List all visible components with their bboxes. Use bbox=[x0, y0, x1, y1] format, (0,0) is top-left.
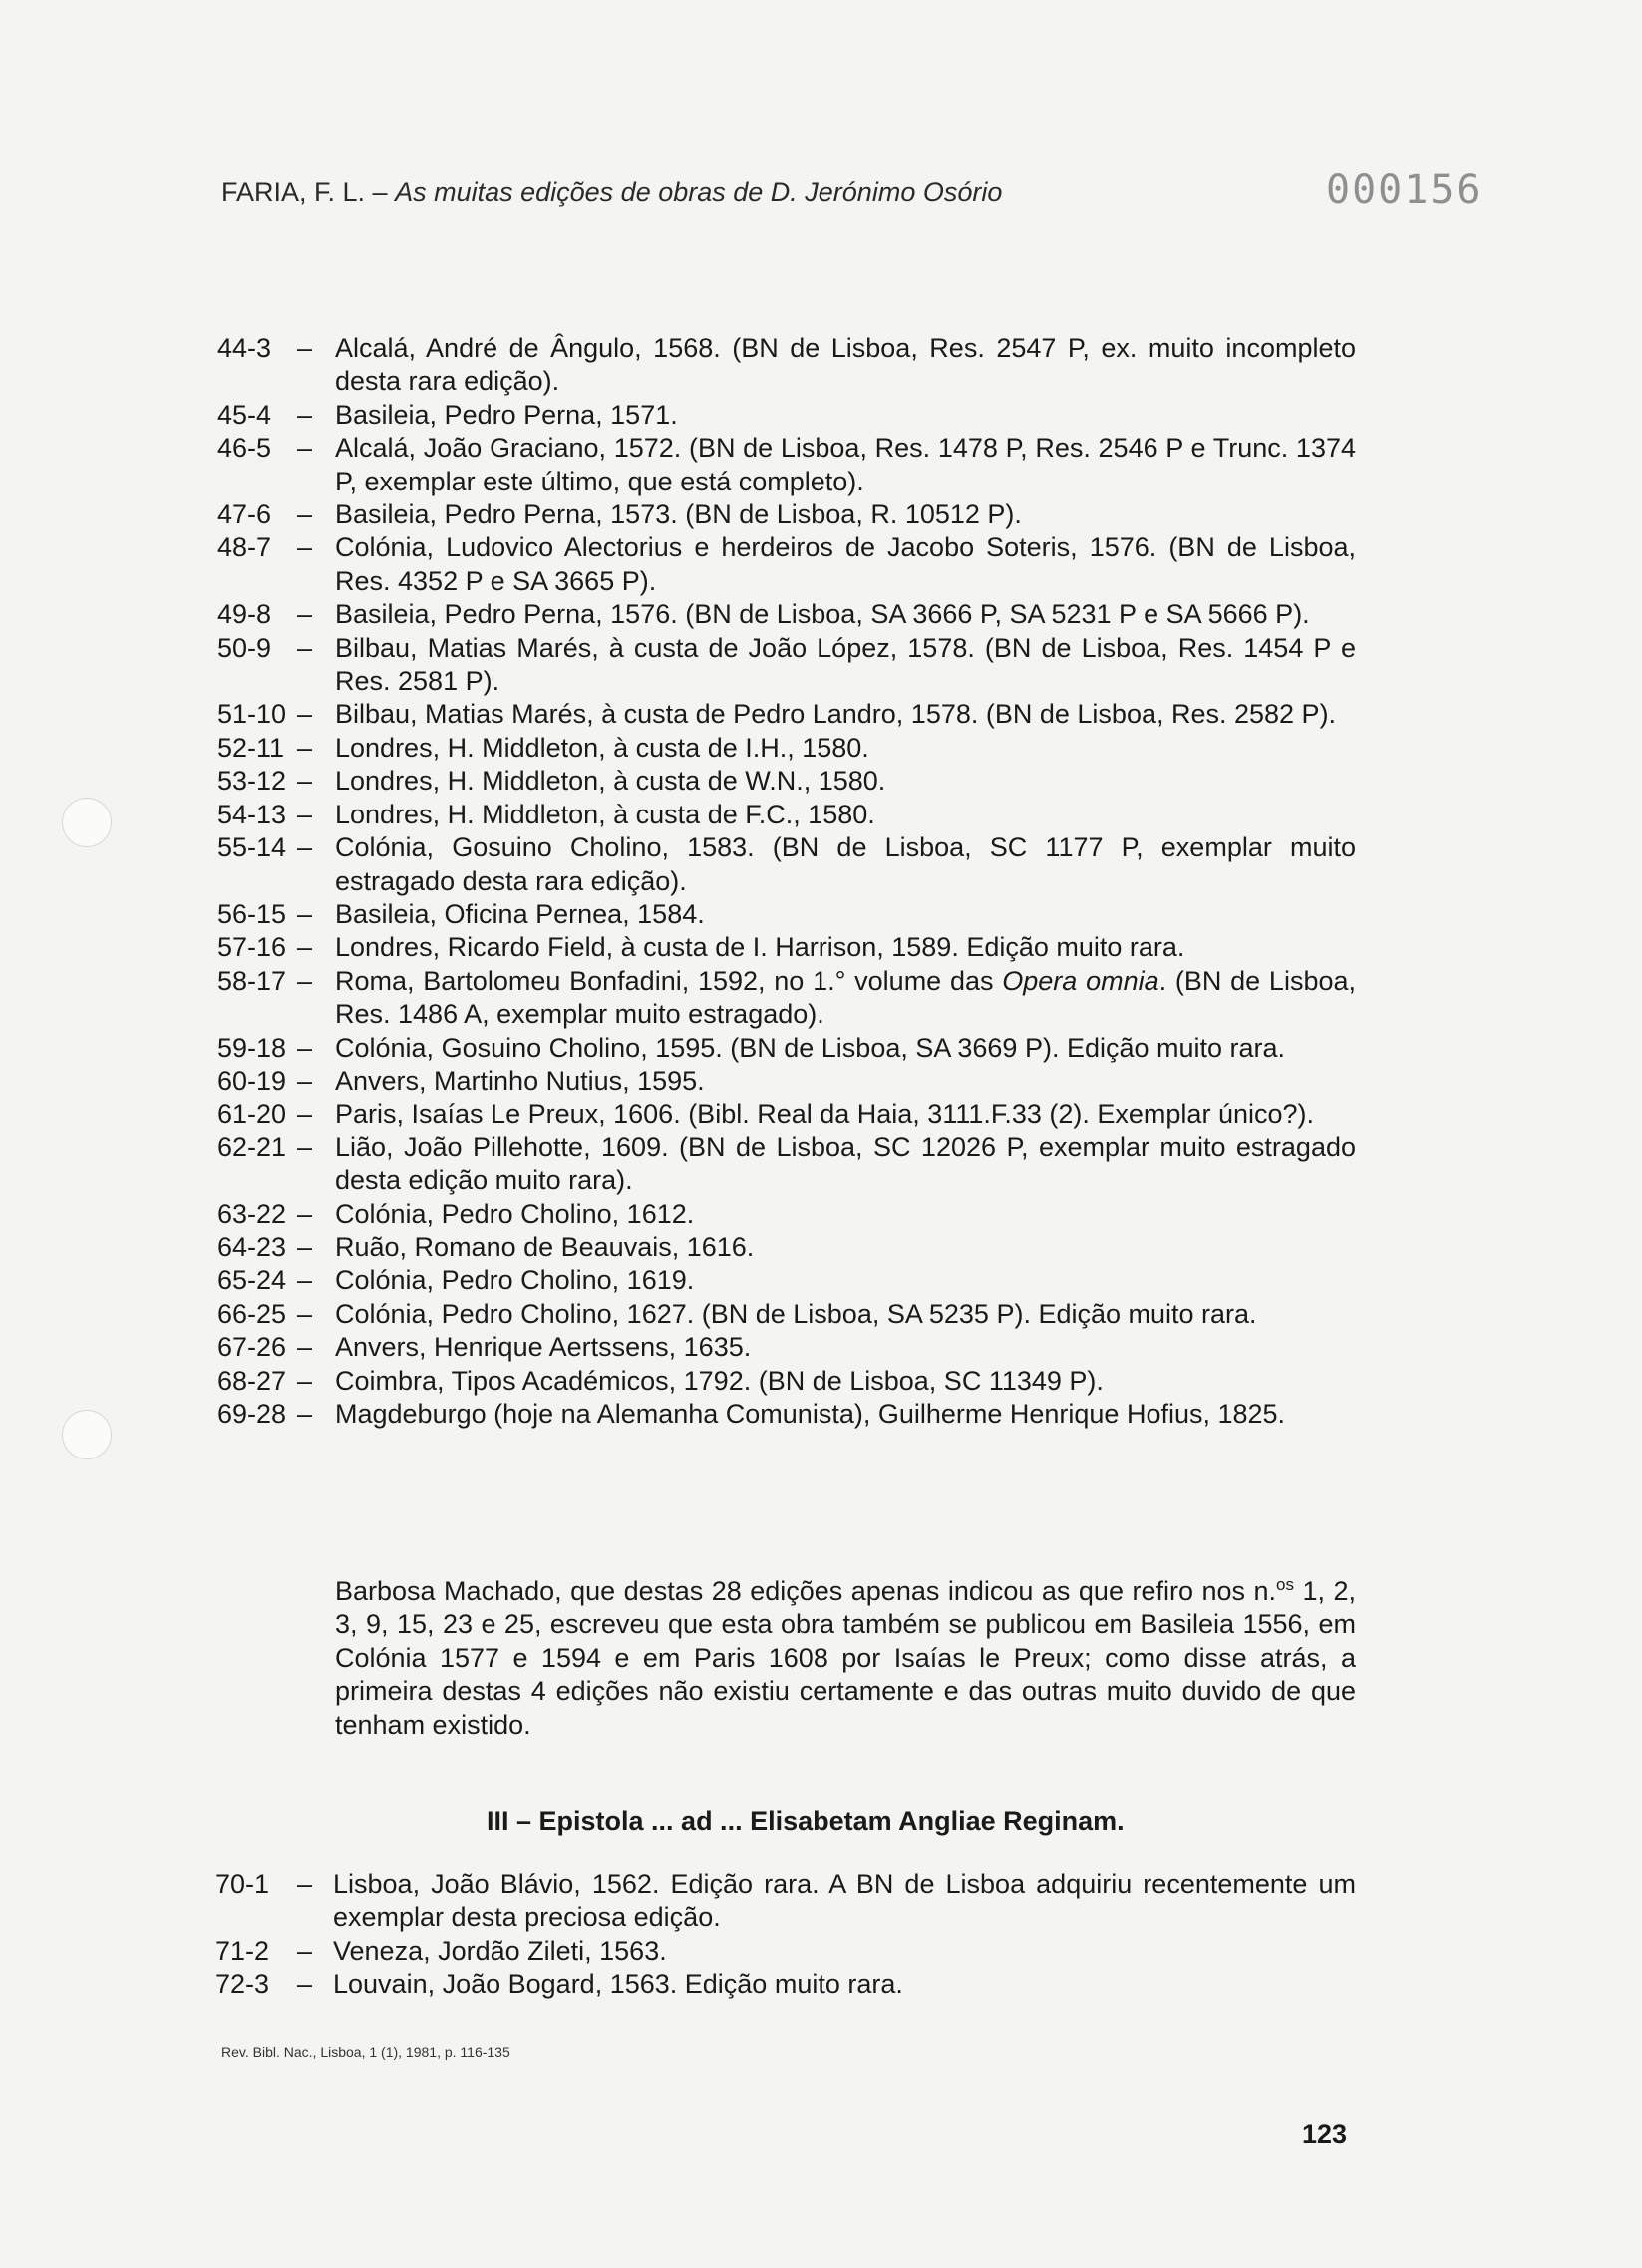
list-item bbox=[217, 1132, 1356, 1198]
entry-dash: – bbox=[297, 1198, 313, 1229]
list-item bbox=[217, 1065, 1356, 1098]
entry-number: 57-16 bbox=[217, 932, 287, 963]
entry-number: 49-8 bbox=[217, 599, 272, 630]
entry-number: 53-12 bbox=[217, 766, 287, 797]
list-item bbox=[217, 531, 1356, 598]
entry-dash: – bbox=[297, 766, 313, 797]
header-author: FARIA, F. L. – bbox=[221, 177, 388, 207]
entry-text: Lisboa, João Blávio, 1562. Edição rara. A BN de Lisboa adquiriu recentemente um exemplar desta preciosa edição. bbox=[333, 1869, 1356, 1933]
list-item bbox=[217, 799, 1356, 831]
entry-number: 47-6 bbox=[217, 499, 272, 530]
entry-text bbox=[335, 965, 1356, 1032]
list-item bbox=[215, 1935, 1356, 1968]
paragraph-text: 1, 2, 3, 9, 15, 23 e 25, escreveu que esta obra também se publicou em Basileia 1556, em Colónia 1577 e 1594 e em Paris 1608 por Isaías le Preux; como disse atrás, a primeira destas 4 edições não existiu certamente e das outras muito duvido de que tenham existido. bbox=[335, 1576, 1356, 1740]
entry-text: Anvers, Martinho Nutius, 1595. bbox=[335, 1065, 705, 1096]
entry-number: 55-14 bbox=[217, 832, 287, 863]
paragraph-text: Barbosa Machado, que destas 28 edições apenas indicou as que refiro nos n. bbox=[335, 1576, 1276, 1606]
entry-dash: – bbox=[297, 1869, 313, 1899]
entry-number: 50-9 bbox=[217, 632, 272, 663]
entry-dash: – bbox=[297, 1132, 313, 1162]
list-item bbox=[217, 1365, 1356, 1398]
entry-text: Lião, João Pillehotte, 1609. (BN de Lisboa, SC 12026 P, exemplar muito estragado desta edição muito rara). bbox=[335, 1132, 1356, 1196]
entry-dash: – bbox=[297, 1365, 313, 1396]
binding-hole-bottom bbox=[62, 1410, 112, 1459]
entry-text: Colónia, Pedro Cholino, 1612. bbox=[335, 1198, 695, 1229]
list-item bbox=[217, 931, 1356, 964]
list-item bbox=[217, 1231, 1356, 1264]
entry-text: Basileia, Oficina Pernea, 1584. bbox=[335, 898, 705, 929]
entry-dash: – bbox=[297, 1231, 313, 1262]
entry-dash: – bbox=[297, 399, 313, 430]
list-item bbox=[217, 399, 1356, 432]
entry-number: 67-26 bbox=[217, 1332, 287, 1363]
entry-number: 72-3 bbox=[215, 1969, 270, 2000]
entry-number: 61-20 bbox=[217, 1099, 287, 1130]
entry-text: Basileia, Pedro Perna, 1571. bbox=[335, 399, 678, 430]
entry-number: 52-11 bbox=[217, 732, 285, 763]
section-heading: III – Epistola ... ad ... Elisabetam Angliae Reginam. bbox=[487, 1806, 1125, 1836]
list-item bbox=[217, 332, 1356, 399]
entry-text: Coimbra, Tipos Académicos, 1792. (BN de Lisboa, SC 11349 P). bbox=[335, 1365, 1104, 1396]
entry-dash: – bbox=[297, 532, 313, 563]
entry-text: Londres, H. Middleton, à custa de I.H., 1580. bbox=[335, 732, 869, 763]
entry-text: Magdeburgo (hoje na Alemanha Comunista), Guilherme Henrique Hofius, 1825. bbox=[335, 1399, 1286, 1429]
entry-text: Paris, Isaías Le Preux, 1606. (Bibl. Real da Haia, 3111.F.33 (2). Exemplar único?). bbox=[335, 1099, 1314, 1130]
entry-number: 44-3 bbox=[217, 333, 272, 363]
entry-dash: – bbox=[297, 333, 313, 363]
list-item bbox=[217, 765, 1356, 798]
entry-dash: – bbox=[297, 699, 313, 730]
entry-dash: – bbox=[297, 799, 313, 829]
entry-text: Basileia, Pedro Perna, 1576. (BN de Lisboa, SA 3666 P, SA 5231 P e SA 5666 P). bbox=[335, 599, 1310, 630]
list-item bbox=[217, 1298, 1356, 1331]
entry-dash: – bbox=[297, 1935, 313, 1966]
commentary-paragraph bbox=[335, 1568, 1356, 1742]
entry-text: Colónia, Pedro Cholino, 1627. (BN de Lisboa, SA 5235 P). Edição muito rara. bbox=[335, 1298, 1257, 1329]
entry-number: 60-19 bbox=[217, 1065, 287, 1096]
entry-text: Londres, H. Middleton, à custa de F.C., 1580. bbox=[335, 799, 875, 829]
entry-dash: – bbox=[297, 732, 313, 763]
running-header bbox=[221, 177, 1002, 208]
entry-dash: – bbox=[297, 898, 313, 929]
list-item bbox=[217, 831, 1356, 898]
list-item bbox=[217, 632, 1356, 699]
entry-number: 56-15 bbox=[217, 898, 287, 929]
entry-dash: – bbox=[297, 1969, 313, 2000]
entry-number: 70-1 bbox=[215, 1869, 270, 1899]
list-item bbox=[217, 1198, 1356, 1231]
entry-text: Londres, Ricardo Field, à custa de I. Harrison, 1589. Edição muito rara. bbox=[335, 932, 1185, 963]
entry-text: Anvers, Henrique Aertssens, 1635. bbox=[335, 1332, 752, 1363]
list-item bbox=[215, 1968, 1356, 2001]
entry-number: 71-2 bbox=[215, 1935, 270, 1966]
entry-dash: – bbox=[297, 1298, 313, 1329]
header-title: As muitas edições de obras de D. Jerónimo Osório bbox=[395, 177, 1003, 207]
list-item bbox=[217, 498, 1356, 531]
epistola-edition-list bbox=[215, 1868, 1356, 2002]
list-item bbox=[217, 1032, 1356, 1065]
entry-number: 66-25 bbox=[217, 1298, 287, 1329]
entry-dash: – bbox=[297, 1099, 313, 1130]
entry-dash: – bbox=[297, 499, 313, 530]
entry-number: 54-13 bbox=[217, 799, 287, 829]
list-item bbox=[217, 898, 1356, 931]
list-item bbox=[217, 432, 1356, 498]
entry-text: Ruão, Romano de Beauvais, 1616. bbox=[335, 1231, 755, 1262]
entry-text: Bilbau, Matias Marés, à custa de João López, 1578. (BN de Lisboa, Res. 1454 P e Res. 2581 P). bbox=[335, 632, 1356, 697]
entry-text: Bilbau, Matias Marés, à custa de Pedro Landro, 1578. (BN de Lisboa, Res. 2582 P). bbox=[335, 699, 1337, 730]
entry-dash: – bbox=[297, 599, 313, 630]
entry-text: Veneza, Jordão Zileti, 1563. bbox=[333, 1935, 667, 1966]
entry-number: 51-10 bbox=[217, 699, 287, 730]
list-item bbox=[215, 1868, 1356, 1935]
entry-text: Colónia, Gosuino Cholino, 1583. (BN de Lisboa, SC 1177 P, exemplar muito estragado desta rara edição). bbox=[335, 832, 1356, 896]
entry-text: Basileia, Pedro Perna, 1573. (BN de Lisboa, R. 10512 P). bbox=[335, 499, 1022, 530]
entry-number: 46-5 bbox=[217, 433, 272, 464]
entry-number: 45-4 bbox=[217, 399, 272, 430]
entry-dash: – bbox=[297, 932, 313, 963]
entry-number: 48-7 bbox=[217, 532, 272, 563]
entry-number: 65-24 bbox=[217, 1265, 287, 1296]
entry-dash: – bbox=[297, 433, 313, 464]
binding-hole-top bbox=[62, 798, 112, 847]
archive-stamp: 000156 bbox=[1326, 167, 1482, 213]
entry-dash: – bbox=[297, 1332, 313, 1363]
entry-number: 69-28 bbox=[217, 1399, 287, 1429]
entry-dash: – bbox=[297, 965, 313, 996]
entry-dash: – bbox=[297, 1065, 313, 1096]
entry-text: Alcalá, André de Ângulo, 1568. (BN de Lisboa, Res. 2547 P, ex. muito incompleto desta rara edição). bbox=[335, 333, 1356, 397]
edition-list bbox=[217, 332, 1356, 1431]
entry-number: 64-23 bbox=[217, 1231, 287, 1262]
entry-text: Colónia, Ludovico Alectorius e herdeiros de Jacobo Soteris, 1576. (BN de Lisboa, Res. 4352 P e SA 3665 P). bbox=[335, 532, 1356, 596]
paragraph-superscript: os bbox=[1276, 1575, 1294, 1594]
entry-dash: – bbox=[297, 1032, 313, 1063]
entry-number: 68-27 bbox=[217, 1365, 287, 1396]
entry-text: Colónia, Gosuino Cholino, 1595. (BN de Lisboa, SA 3669 P). Edição muito rara. bbox=[335, 1032, 1286, 1063]
list-item bbox=[217, 1331, 1356, 1364]
list-item bbox=[217, 1098, 1356, 1131]
entry-number: 58-17 bbox=[217, 965, 287, 996]
entry-dash: – bbox=[297, 1265, 313, 1296]
footer-reference: Rev. Bibl. Nac., Lisboa, 1 (1), 1981, p. 116-135 bbox=[221, 2044, 510, 2060]
entry-text: Alcalá, João Graciano, 1572. (BN de Lisboa, Res. 1478 P, Res. 2546 P e Trunc. 1374 P, exemplar este último, que está completo). bbox=[335, 433, 1356, 496]
list-item bbox=[217, 732, 1356, 765]
entry-dash: – bbox=[297, 1399, 313, 1429]
entry-number: 62-21 bbox=[217, 1132, 287, 1162]
list-item bbox=[217, 698, 1356, 731]
entry-number: 59-18 bbox=[217, 1032, 287, 1063]
entry-text-part: Roma, Bartolomeu Bonfadini, 1592, no 1.° volume das bbox=[335, 965, 1003, 996]
entry-dash: – bbox=[297, 632, 313, 663]
entry-text: Louvain, João Bogard, 1563. Edição muito rara. bbox=[333, 1969, 903, 2000]
entry-number: 63-22 bbox=[217, 1198, 287, 1229]
entry-text: Colónia, Pedro Cholino, 1619. bbox=[335, 1265, 695, 1296]
entry-dash: – bbox=[297, 832, 313, 863]
entry-text: Londres, H. Middleton, à custa de W.N., 1580. bbox=[335, 766, 886, 797]
list-item bbox=[217, 598, 1356, 631]
list-item bbox=[217, 1398, 1356, 1431]
list-item bbox=[217, 965, 1356, 1032]
entry-text-part: . (BN de Lisboa, Res. 1486 A, exemplar muito estragado). bbox=[335, 965, 1356, 1030]
page-number: 123 bbox=[1302, 2119, 1348, 2149]
entry-text-italic: Opera omnia bbox=[1002, 965, 1159, 996]
list-item bbox=[217, 1264, 1356, 1297]
